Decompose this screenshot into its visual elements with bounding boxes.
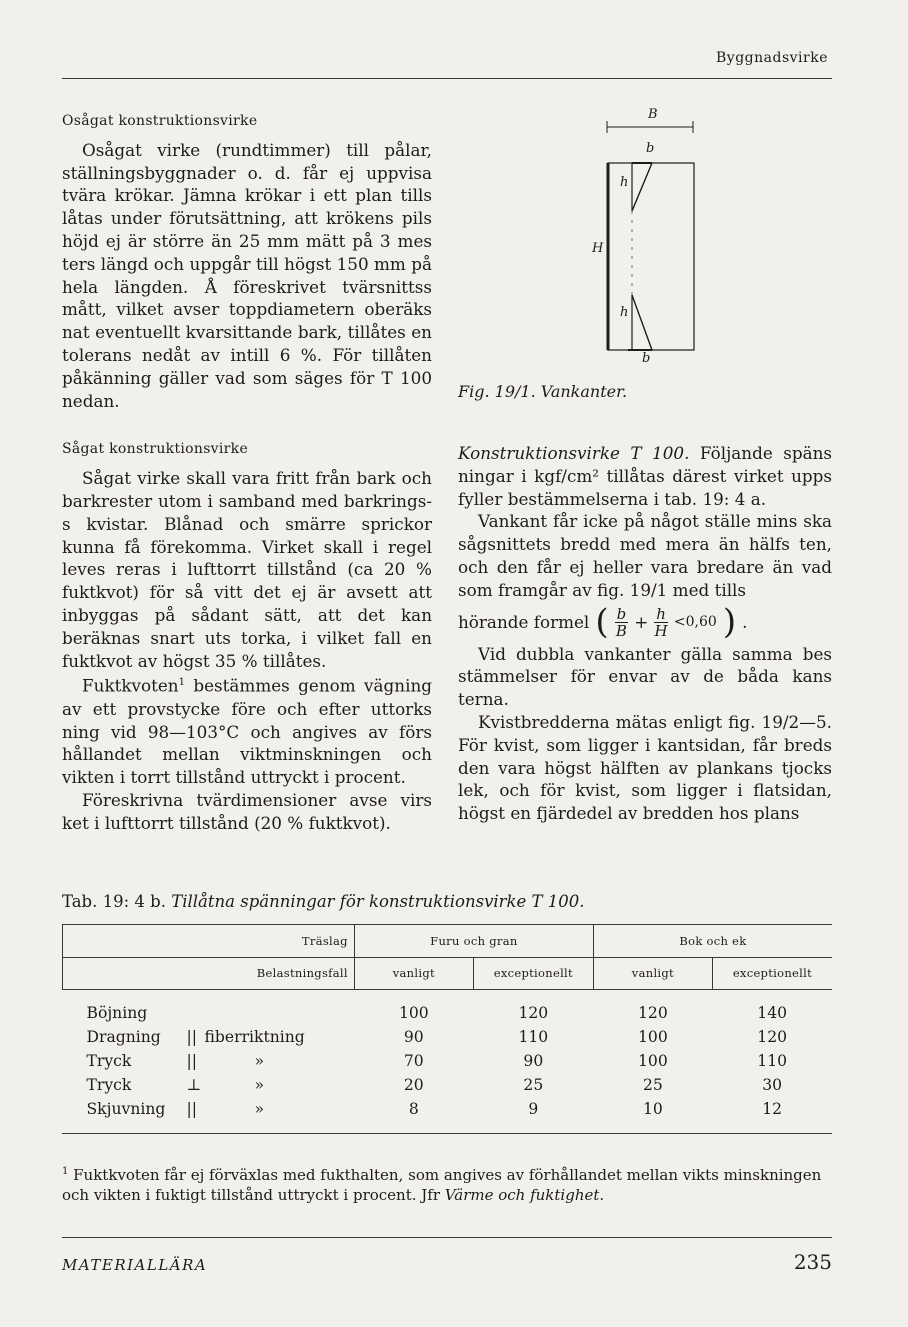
- sagat-paragraph-1: Sågat virke skall vara fritt från bark och barkrester utom i samband med barkringss kvistar. Blånad och smärre sprickor kunna få förekomma. Virket skall i regel leves reras i lufttorrt tillstånd (ca 20 % fuktkvot) för så vitt det ej är avsett att inbyggas på sådant sätt, att det kan beräknas snart uts torka, i vilket fall en fuktkvot av högst 35 % tillåtes.: [62, 468, 432, 671]
- page-number: 235: [793, 1250, 832, 1274]
- header-bok-vanligt: vanligt: [593, 957, 712, 989]
- sagat-paragraph-3: Föreskrivna tvärdimensioner avse virs ket i lufttorrt tillstånd (20 % fuktkvot).: [62, 789, 432, 833]
- footnote-reference: Värme och fuktighet.: [444, 1186, 605, 1204]
- left-column: [62, 110, 432, 835]
- osagat-paragraph: Osågat virke (rundtimmer) till pålar, ställningsbyggnader o. d. får ej uppvisa tvära krökar. Jämna krökar i ett plan tills låtas under förutsättning, att krökens pils höjd ej är större än 25 mm mätt på 3 mes ters längd och uppgår till högst 150 mm på hela längden. Å föreskrivet tvärsnittss mått, vilket avser toppdiametern oberäks nat eventuellt kvarsittande bark, tillåtes en tolerans nedåt av intill 6 %. För tillåten påkänning gäller vad som säges för T 100 nedan.: [62, 139, 432, 411]
- header-rule: [62, 78, 832, 79]
- footnote-marker: 1: [178, 677, 185, 689]
- fraction-h-over-H: $\frac{h}{H}$: [654, 604, 668, 640]
- t100-paragraph: Konstruktionsvirke T 100. Följande späns ningar i kgf/cm² tillåtas därest virket upps fyller bestämmelserna i tab. 19: 4 a.: [458, 443, 832, 509]
- header-furu-exceptionellt: exceptionellt: [473, 957, 593, 989]
- fig-label-H: H: [592, 241, 604, 256]
- header-belastningsfall: Belastningsfall: [63, 957, 355, 989]
- vankant-formula: hörande formel ( $\frac{b}{B}$ + $\frac{h}{H}$ <0,60 ) .: [458, 602, 748, 643]
- stress-table: [62, 924, 832, 1134]
- figure-caption: Fig. 19/1. Vankanter.: [458, 382, 628, 401]
- right-column: [458, 442, 832, 825]
- footer-section-title: MATERIALLÄRA: [62, 1256, 208, 1274]
- table-row: Skjuvning || » 8 9 10 12: [86, 1100, 783, 1118]
- section-heading-sagat: Sågat konstruktionsvirke: [62, 441, 249, 458]
- footnote: $^1$ Fuktkvoten får ej förväxlas med fukthalten, som angives av förhållandet mellan vikts minskningen och vikten i fuktigt tillstånd uttryckt i procent. Jfr Värme och fuktighet.: [62, 1166, 822, 1204]
- table-row: Böjning 100 120 120 140: [86, 1004, 788, 1022]
- fig-label-b-top: b: [646, 141, 655, 156]
- table-row: Dragning || fiberriktning 90 110 100 120: [86, 1028, 788, 1046]
- fig-label-h-top: h: [620, 175, 629, 190]
- section-heading-osagat: Osågat konstruktionsvirke: [62, 113, 258, 129]
- running-header: Byggnadsvirke: [716, 50, 828, 66]
- table-row: Tryck ⊥ » 20 25 25 30: [86, 1076, 783, 1094]
- fig-label-h-bottom: h: [620, 305, 629, 320]
- footer-rule: [62, 1237, 832, 1238]
- header-traslag: Träslag: [63, 925, 355, 957]
- fig-label-B: B: [648, 107, 658, 122]
- sagat-paragraph-2: Fuktkvoten$^1$ bestämmes genom vägning av ett provstycke före och efter uttorks ning vid 98—103°C och angives av förs hållandet mellan viktminskningen och vikten i torrt tillstånd uttryckt i procent.: [62, 675, 432, 788]
- table-caption: Tab. 19: 4 b. Tillåtna spänningar för konstruktionsvirke T 100.: [62, 892, 585, 911]
- figure-vankanter: [590, 105, 710, 375]
- header-bok: Bok och ek: [679, 933, 747, 948]
- fig-label-b-bottom: b: [642, 351, 651, 366]
- header-furu-vanligt: vanligt: [354, 957, 473, 989]
- double-vankant-paragraph: Vid dubbla vankanter gälla samma bes stämmelser för envar av de båda kans terna.: [458, 643, 832, 710]
- kvist-paragraph: Kvistbredderna mätas enligt fig. 19/2—5. För kvist, som ligger i kantsidan, får breds den vara högst hälften av plankans tjocks lek, och för kvist, som ligger i flatsidan, högst en fjärdedel av bredden hos plans: [458, 711, 832, 824]
- header-bok-exceptionellt: exceptionellt: [732, 966, 813, 980]
- t100-title: Konstruktionsvirke T 100.: [458, 443, 690, 463]
- vankant-paragraph: Vankant får icke på något ställe mins ska sågsnittets bredd med mera än hälfs ten, och den får ej heller vara bredare än vad som framgår av fig. 19/1 med tills: [458, 511, 832, 600]
- header-furu: Furu och gran: [354, 925, 593, 957]
- table-row: Tryck || » 70 90 100 110: [86, 1052, 788, 1070]
- fraction-b-over-B: $\frac{b}{B}$: [615, 604, 627, 640]
